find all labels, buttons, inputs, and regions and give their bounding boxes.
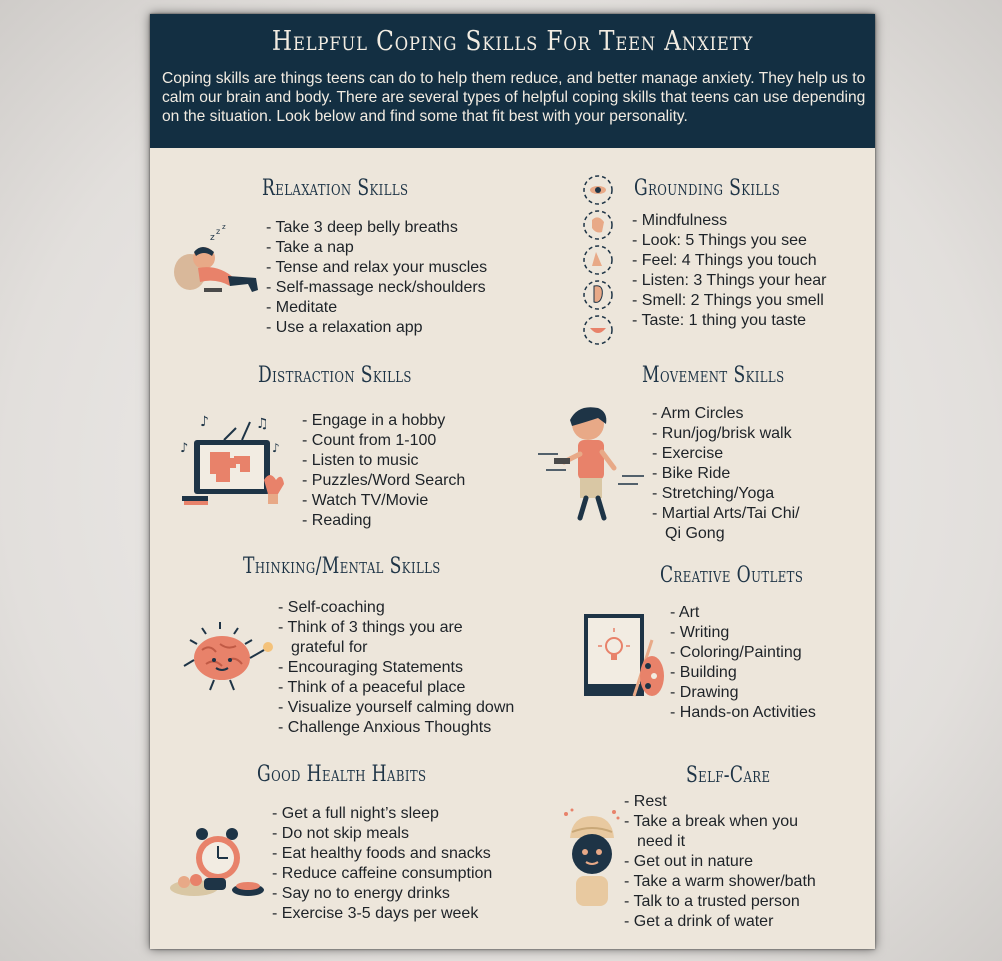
list-item: - Art bbox=[670, 603, 816, 623]
list-item: - Exercise 3-5 days per week bbox=[272, 904, 492, 924]
grounding-list bbox=[632, 211, 826, 331]
tv-puzzle-icon bbox=[180, 412, 290, 506]
list-item: - Coloring/Painting bbox=[670, 643, 816, 663]
alarm-clock-food-icon bbox=[168, 826, 268, 902]
movement-title: Movement Skills bbox=[642, 363, 785, 388]
exercising-teen-icon bbox=[538, 404, 648, 524]
svg-text:♪: ♪ bbox=[200, 414, 209, 430]
list-item: - Think of 3 things you are bbox=[278, 618, 514, 638]
thinking-list bbox=[278, 598, 514, 738]
list-item: - Count from 1-100 bbox=[302, 431, 465, 451]
list-item: - Meditate bbox=[266, 298, 487, 318]
list-item: - Eat healthy foods and snacks bbox=[272, 844, 492, 864]
list-item: - Mindfulness bbox=[632, 211, 826, 231]
list-item: - Arm Circles bbox=[652, 404, 800, 424]
list-item: - Listen to music bbox=[302, 451, 465, 471]
list-item: need it bbox=[637, 833, 686, 850]
list-item: - Take 3 deep belly breaths bbox=[266, 218, 487, 238]
list-item: - Reading bbox=[302, 511, 465, 531]
health-list bbox=[272, 804, 492, 924]
list-item: - Take a break when you bbox=[624, 812, 816, 832]
list-item: - Take a nap bbox=[266, 238, 487, 258]
list-item: - Taste: 1 thing you taste bbox=[632, 311, 826, 331]
list-item: - Use a relaxation app bbox=[266, 318, 487, 338]
list-item: - Self-massage neck/shoulders bbox=[266, 278, 487, 298]
face-mask-towel-icon bbox=[562, 808, 622, 914]
list-item: - Look: 5 Things you see bbox=[632, 231, 826, 251]
list-item: - Think of a peaceful place bbox=[278, 678, 514, 698]
five-senses-icon bbox=[578, 174, 618, 349]
svg-text:z: z bbox=[222, 223, 226, 231]
creative-list bbox=[670, 603, 816, 723]
movement-list bbox=[652, 404, 800, 544]
list-item: - Feel: 4 Things you touch bbox=[632, 251, 826, 271]
list-item: - Get a full night’s sleep bbox=[272, 804, 492, 824]
list-item: Qi Gong bbox=[665, 525, 725, 542]
easel-palette-icon bbox=[580, 610, 668, 702]
header-banner bbox=[150, 14, 875, 148]
list-item: - Challenge Anxious Thoughts bbox=[278, 718, 514, 738]
list-item: - Reduce caffeine consumption bbox=[272, 864, 492, 884]
health-title: Good Health Habits bbox=[257, 762, 427, 787]
list-item: - Stretching/Yoga bbox=[652, 484, 800, 504]
svg-text:♪: ♪ bbox=[180, 441, 189, 456]
list-item: - Listen: 3 Things your hear bbox=[632, 271, 826, 291]
grounding-title: Grounding Skills bbox=[634, 176, 781, 201]
list-item: - Self-coaching bbox=[278, 598, 514, 618]
list-item: - Do not skip meals bbox=[272, 824, 492, 844]
list-item: - Encouraging Statements bbox=[278, 658, 514, 678]
list-item: - Take a warm shower/bath bbox=[624, 872, 816, 892]
list-item: - Rest bbox=[624, 792, 816, 812]
list-item: - Martial Arts/Tai Chi/ bbox=[652, 504, 800, 524]
list-item: - Tense and relax your muscles bbox=[266, 258, 487, 278]
distraction-list bbox=[302, 411, 465, 531]
list-item: - Writing bbox=[670, 623, 816, 643]
list-item: - Engage in a hobby bbox=[302, 411, 465, 431]
list-item: - Watch TV/Movie bbox=[302, 491, 465, 511]
list-item: - Building bbox=[670, 663, 816, 683]
brain-icon bbox=[180, 620, 300, 696]
list-item: - Drawing bbox=[670, 683, 816, 703]
list-item: - Get a drink of water bbox=[624, 912, 816, 932]
list-item: - Bike Ride bbox=[652, 464, 800, 484]
selfcare-list bbox=[624, 792, 816, 932]
worksheet-page bbox=[150, 14, 875, 949]
sleeping-teen-icon bbox=[168, 220, 268, 302]
list-item: - Hands-on Activities bbox=[670, 703, 816, 723]
intro-paragraph: Coping skills are things teens can do to help them reduce, and better manage anxiety. They help us to calm our brain and body. There are several types of helpful coping skills that teens can use depending on the situation. Look below and find some that fit best with your personality. bbox=[162, 70, 866, 125]
page-title: Helpful Coping Skills For Teen Anxiety bbox=[271, 26, 754, 57]
list-item: - Run/jog/brisk walk bbox=[652, 424, 800, 444]
list-item: - Exercise bbox=[652, 444, 800, 464]
creative-title: Creative Outlets bbox=[660, 563, 804, 588]
list-item: - Puzzles/Word Search bbox=[302, 471, 465, 491]
svg-text:z: z bbox=[210, 233, 215, 243]
thinking-title: Thinking/Mental Skills bbox=[243, 554, 441, 579]
svg-text:♪: ♪ bbox=[272, 441, 280, 455]
distraction-title: Distraction Skills bbox=[258, 363, 412, 388]
svg-text:♫: ♫ bbox=[256, 416, 269, 432]
svg-text:z: z bbox=[216, 227, 221, 236]
relaxation-title: Relaxation Skills bbox=[262, 176, 409, 201]
list-item: - Talk to a trusted person bbox=[624, 892, 816, 912]
list-item: - Say no to energy drinks bbox=[272, 884, 492, 904]
list-item: - Smell: 2 Things you smell bbox=[632, 291, 826, 311]
list-item: grateful for bbox=[291, 639, 368, 656]
list-item: - Get out in nature bbox=[624, 852, 816, 872]
selfcare-title: Self-Care bbox=[686, 763, 771, 788]
list-item: - Visualize yourself calming down bbox=[278, 698, 514, 718]
relaxation-list bbox=[266, 218, 487, 338]
